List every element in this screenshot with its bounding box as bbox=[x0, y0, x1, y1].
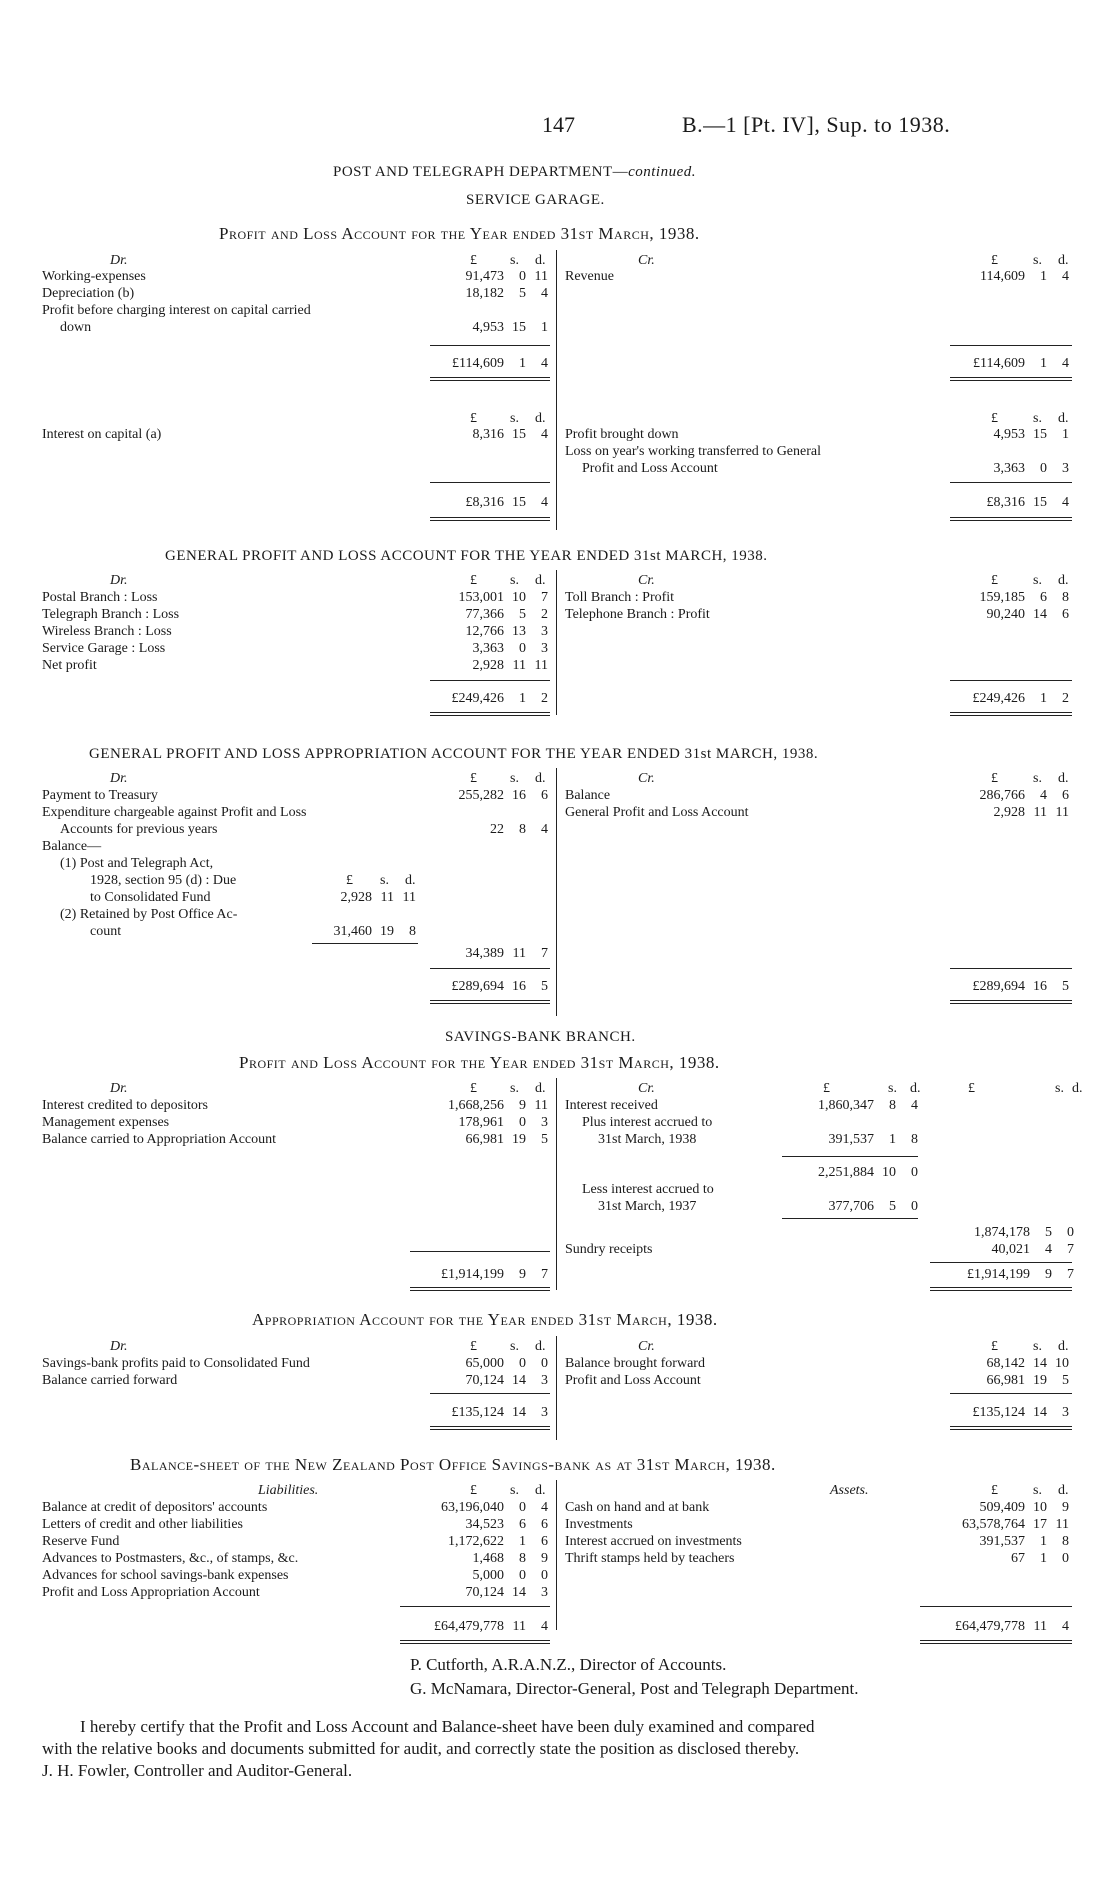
dr-label: Dr. bbox=[110, 253, 128, 268]
total-double-rule bbox=[950, 517, 1072, 521]
total-double-rule bbox=[950, 377, 1072, 381]
sum-rule bbox=[920, 1606, 1072, 1607]
pound-col: £ bbox=[470, 771, 477, 786]
sum-rule bbox=[950, 1393, 1072, 1394]
sum-rule bbox=[950, 482, 1072, 483]
pence-col: d. bbox=[535, 411, 546, 426]
shilling-col: s. bbox=[1055, 1081, 1064, 1096]
pence-col: d. bbox=[910, 1081, 921, 1096]
pence-col: d. bbox=[535, 573, 546, 588]
appropriation-dr-row: Balance— bbox=[42, 839, 102, 854]
sum-rule bbox=[430, 968, 550, 969]
pound-col: £ bbox=[991, 411, 998, 426]
appropriation-dr-row: 1928, section 95 (d) : Due bbox=[90, 873, 237, 888]
cr-label: Cr. bbox=[638, 771, 655, 786]
balance-sheet-divider bbox=[556, 1480, 557, 1630]
total-double-rule bbox=[930, 1287, 1072, 1291]
pound-col: £ bbox=[470, 253, 477, 268]
inner-sum-rule bbox=[312, 943, 418, 944]
shilling-col: s. bbox=[510, 1339, 519, 1354]
certificate-line-1: I hereby certify that the Profit and Loss Account and Balance-sheet have been duly examined and compared bbox=[80, 1717, 815, 1736]
pound-col: £ bbox=[823, 1081, 830, 1096]
pound-col: £ bbox=[470, 573, 477, 588]
shilling-col: s. bbox=[510, 411, 519, 426]
cr-label: Cr. bbox=[638, 573, 655, 588]
shilling-col: s. bbox=[1033, 1339, 1042, 1354]
total-double-rule bbox=[430, 1426, 550, 1430]
department-title: POST AND TELEGRAPH DEPARTMENT—continued. bbox=[333, 164, 697, 180]
total-double-rule bbox=[430, 377, 550, 381]
pound-col: £ bbox=[991, 1483, 998, 1498]
shilling-col: s. bbox=[510, 573, 519, 588]
inner-pence-col: d. bbox=[405, 873, 416, 888]
plus-interest-label: Plus interest accrued to bbox=[582, 1115, 713, 1130]
pence-col: d. bbox=[535, 1081, 546, 1096]
pound-col: £ bbox=[991, 771, 998, 786]
sum-rule bbox=[950, 968, 1072, 969]
pence-col: d. bbox=[1072, 1081, 1083, 1096]
pound-col: £ bbox=[470, 1483, 477, 1498]
shilling-col: s. bbox=[1033, 1483, 1042, 1498]
sum-rule bbox=[950, 680, 1072, 681]
appropriation-dr-row: to Consolidated Fund bbox=[90, 890, 211, 905]
signature-director-general: G. McNamara, Director-General, Post and Telegraph Department. bbox=[410, 1679, 859, 1698]
assets-label: Assets. bbox=[830, 1483, 869, 1498]
appropriation-dr-row: (1) Post and Telegraph Act, bbox=[60, 856, 214, 871]
certificate-line-2: with the relative books and documents submitted for audit, and correctly state the position as disclosed thereby. bbox=[42, 1739, 800, 1758]
inner-pound-col: £ bbox=[346, 873, 353, 888]
dr-label: Dr. bbox=[110, 1081, 128, 1096]
sum-rule bbox=[400, 1606, 550, 1607]
cr-label: Cr. bbox=[638, 1339, 655, 1354]
sum-rule bbox=[930, 1262, 1072, 1263]
shilling-col: s. bbox=[510, 1483, 519, 1498]
appropriation-title: GENERAL PROFIT AND LOSS APPROPRIATION ACCOUNT FOR THE YEAR ENDED 31st MARCH, 1938. bbox=[89, 746, 819, 762]
total-double-rule bbox=[950, 1000, 1072, 1004]
pence-col: d. bbox=[1058, 573, 1069, 588]
auditor-general-signature: J. H. Fowler, Controller and Auditor-General. bbox=[42, 1761, 353, 1780]
appropriation-divider bbox=[556, 768, 557, 1016]
liabilities-label: Liabilities. bbox=[258, 1483, 319, 1498]
savings-divider bbox=[556, 1078, 557, 1290]
sub-sum-rule bbox=[782, 1218, 918, 1219]
savings-pl-title: Profit and Loss Account for the Year ended 31st March, 1938. bbox=[239, 1053, 720, 1072]
sum-rule bbox=[430, 482, 550, 483]
pound-col: £ bbox=[991, 253, 998, 268]
sub-sum-rule bbox=[782, 1156, 918, 1157]
total-double-rule bbox=[950, 1426, 1072, 1430]
pence-col: d. bbox=[535, 253, 546, 268]
less-interest-label: Less interest accrued to bbox=[582, 1182, 714, 1197]
sum-rule bbox=[430, 680, 550, 681]
pence-col: d. bbox=[1058, 1483, 1069, 1498]
page-number: 147 bbox=[542, 112, 575, 137]
total-double-rule bbox=[400, 1640, 550, 1644]
pound-col: £ bbox=[968, 1081, 975, 1096]
pence-col: d. bbox=[535, 1339, 546, 1354]
shilling-col: s. bbox=[1033, 253, 1042, 268]
total-double-rule bbox=[950, 712, 1072, 716]
shilling-col: s. bbox=[510, 771, 519, 786]
pence-col: d. bbox=[1058, 411, 1069, 426]
general-pl-divider bbox=[556, 570, 557, 715]
document-reference: B.—1 [Pt. IV], Sup. to 1938. bbox=[682, 112, 951, 137]
sum-rule bbox=[430, 1393, 550, 1394]
balance-sheet-title: Balance-sheet of the New Zealand Post Office Savings-bank as at 31st March, 1938. bbox=[130, 1455, 776, 1474]
sum-rule bbox=[950, 345, 1072, 346]
signature-director-accounts: P. Cutforth, A.R.A.N.Z., Director of Accounts. bbox=[410, 1655, 727, 1674]
pence-col: d. bbox=[1058, 253, 1069, 268]
total-double-rule bbox=[430, 517, 550, 521]
shilling-col: s. bbox=[1033, 411, 1042, 426]
shilling-col: s. bbox=[1033, 573, 1042, 588]
dr-label: Dr. bbox=[110, 573, 128, 588]
cr-label: Cr. bbox=[638, 253, 655, 268]
shilling-col: s. bbox=[888, 1081, 897, 1096]
appropriation-dr-row: count bbox=[90, 924, 122, 939]
savings-bank-heading: SAVINGS-BANK BRANCH. bbox=[445, 1029, 636, 1045]
total-double-rule bbox=[410, 1287, 550, 1291]
total-double-rule bbox=[920, 1640, 1072, 1644]
total-double-rule bbox=[430, 712, 550, 716]
service-garage-heading: SERVICE GARAGE. bbox=[466, 192, 605, 208]
pence-col: d. bbox=[535, 771, 546, 786]
pound-col: £ bbox=[470, 1339, 477, 1354]
garage-divider bbox=[556, 250, 557, 530]
dr-label: Dr. bbox=[110, 1339, 128, 1354]
sb-appropriation-divider bbox=[556, 1336, 557, 1440]
pound-col: £ bbox=[470, 1081, 477, 1096]
sum-rule bbox=[410, 1251, 550, 1252]
shilling-col: s. bbox=[1033, 771, 1042, 786]
inner-shilling-col: s. bbox=[380, 873, 389, 888]
pound-col: £ bbox=[470, 411, 477, 426]
sum-rule bbox=[430, 345, 550, 346]
dr-label: Dr. bbox=[110, 771, 128, 786]
sb-appropriation-title: Appropriation Account for the Year ended 31st March, 1938. bbox=[252, 1310, 718, 1329]
shilling-col: s. bbox=[510, 253, 519, 268]
pence-col: d. bbox=[1058, 1339, 1069, 1354]
pound-col: £ bbox=[991, 1339, 998, 1354]
total-double-rule bbox=[430, 1000, 550, 1004]
pence-col: d. bbox=[535, 1483, 546, 1498]
cr-label: Cr. bbox=[638, 1081, 655, 1096]
pence-col: d. bbox=[1058, 771, 1069, 786]
general-pl-title: GENERAL PROFIT AND LOSS ACCOUNT FOR THE YEAR ENDED 31st MARCH, 1938. bbox=[165, 548, 768, 564]
shilling-col: s. bbox=[510, 1081, 519, 1096]
appropriation-dr-row: (2) Retained by Post Office Ac- bbox=[60, 907, 238, 922]
pound-col: £ bbox=[991, 573, 998, 588]
garage-pl-title: Profit and Loss Account for the Year ended 31st March, 1938. bbox=[219, 224, 700, 243]
